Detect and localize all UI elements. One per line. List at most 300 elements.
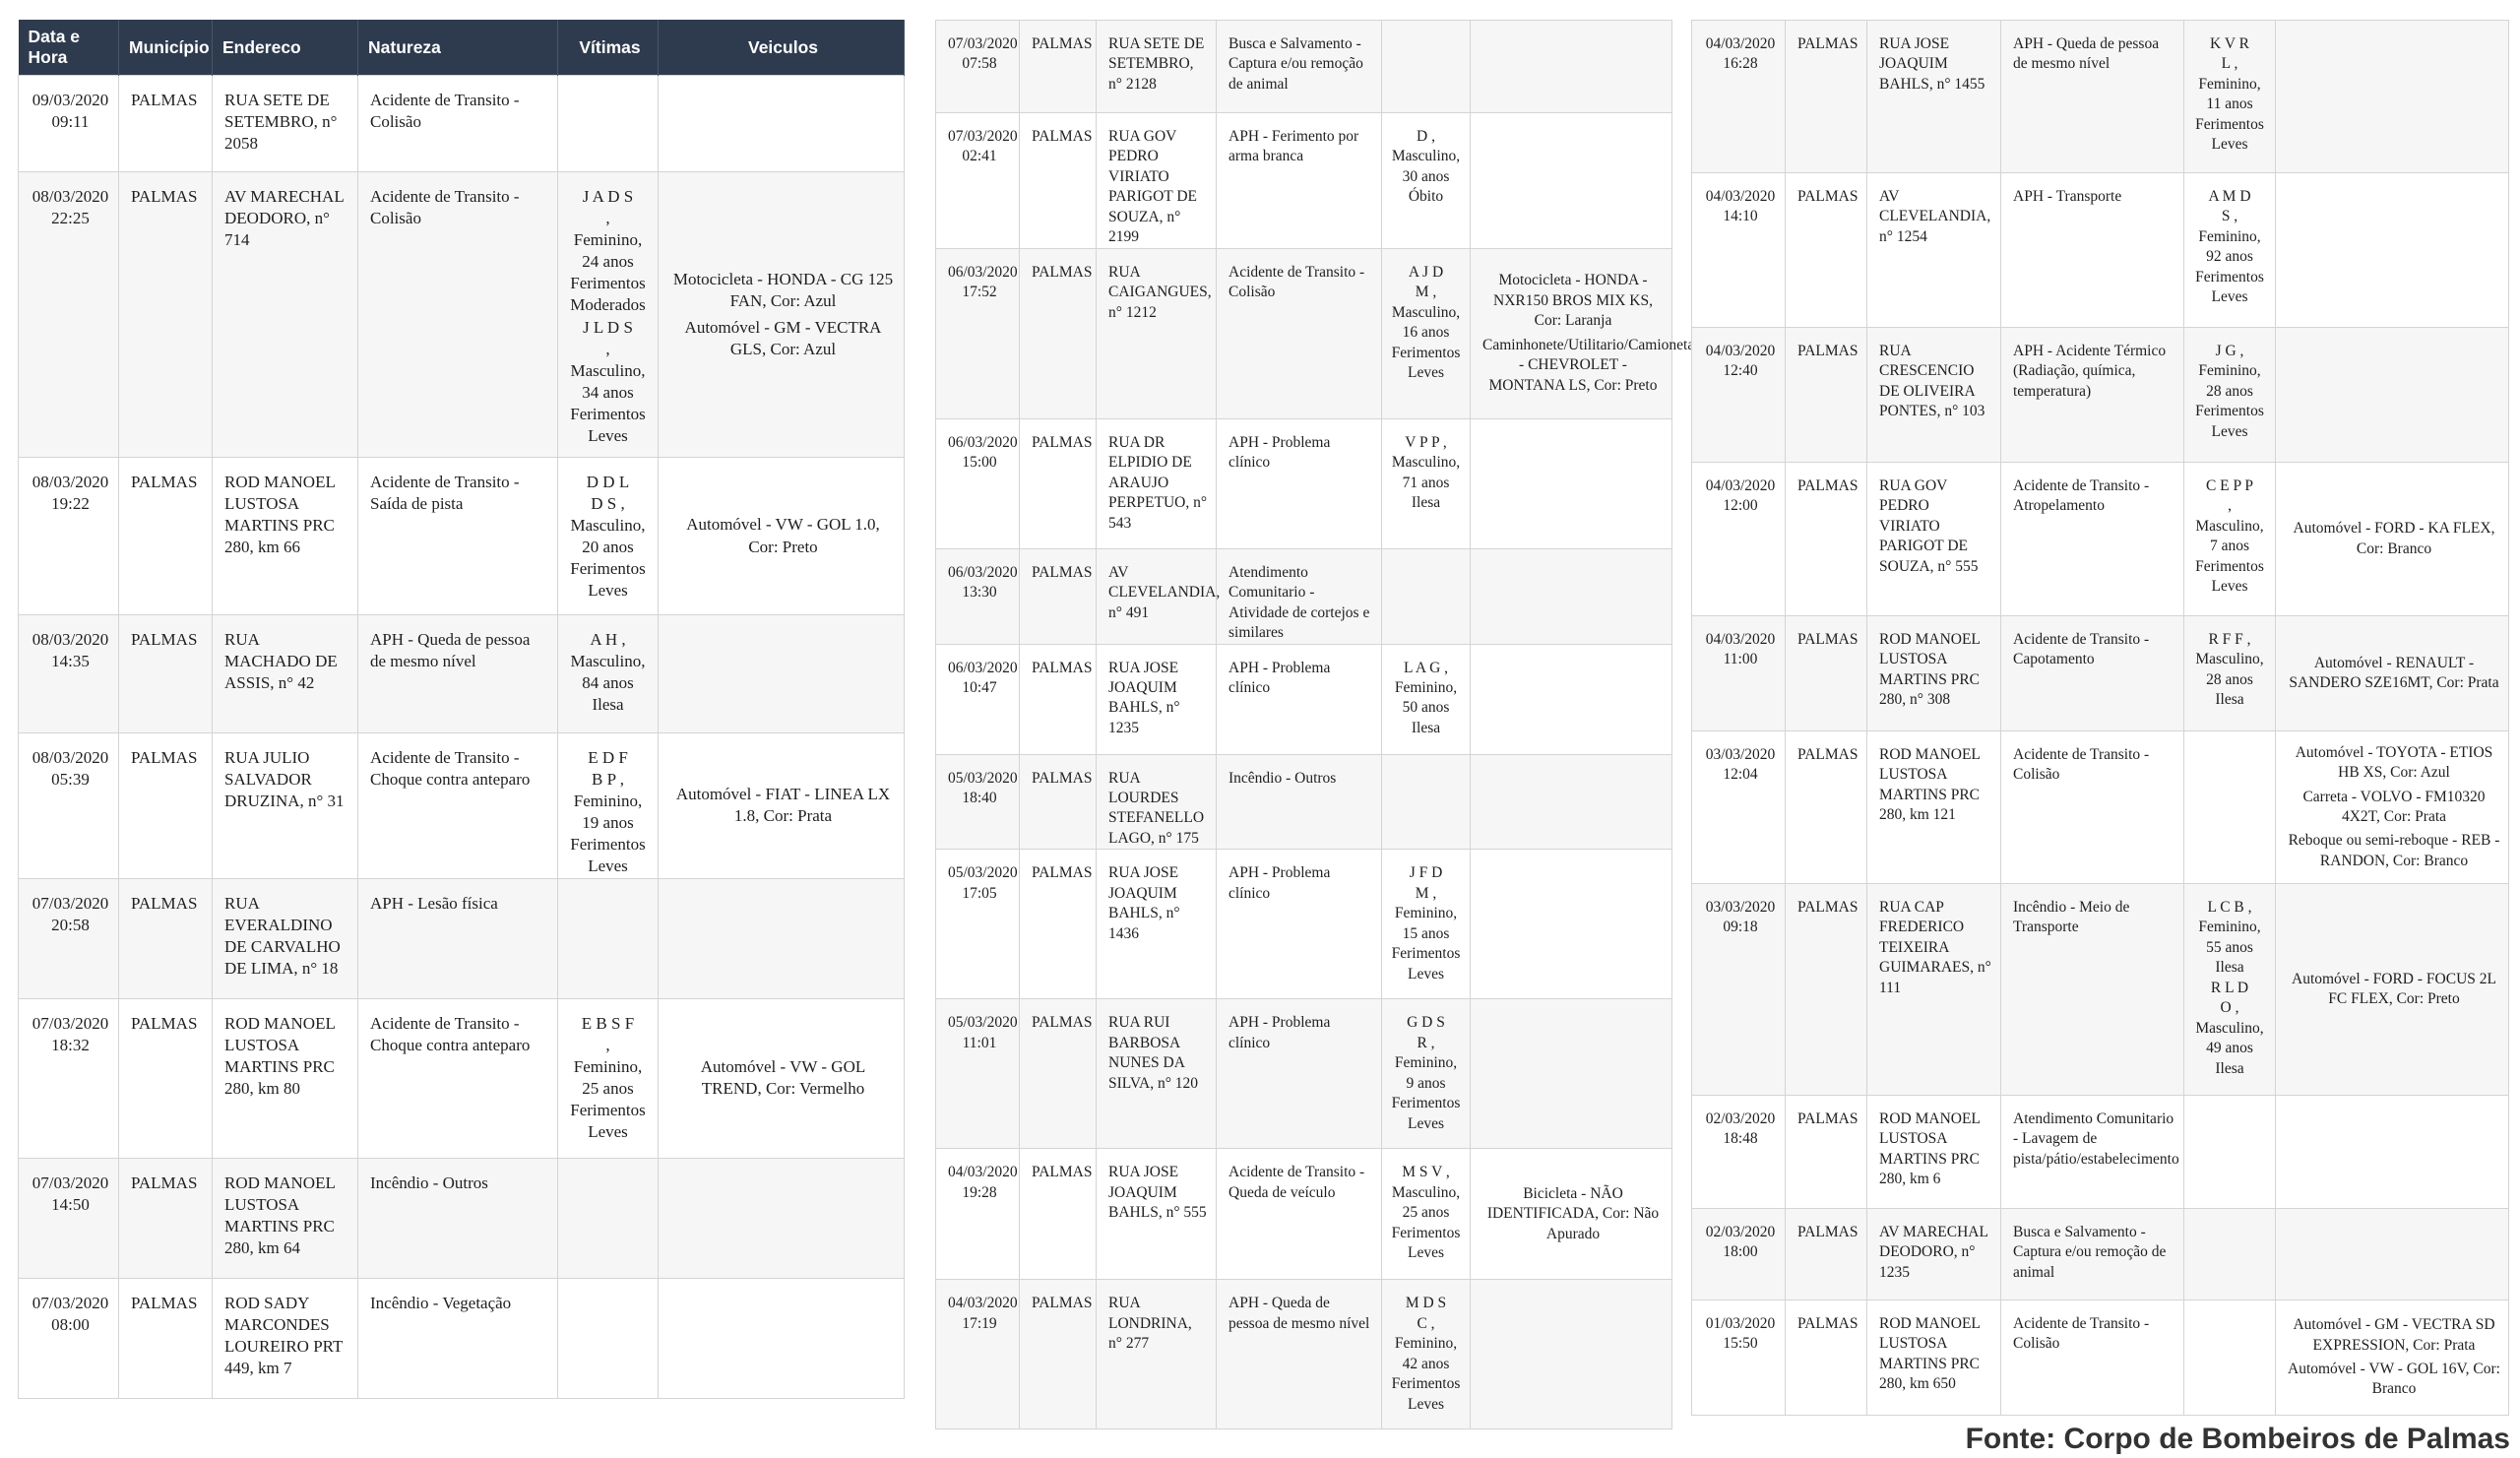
time-text: 15:50 xyxy=(1723,1335,1758,1353)
vehicles-cell xyxy=(1471,113,1672,249)
address-cell: RUA RUI BARBOSA NUNES DA SILVA, n° 120 xyxy=(1097,999,1217,1149)
city-cell: PALMAS xyxy=(119,1278,213,1398)
time-text: 02:41 xyxy=(962,148,997,165)
city-cell: PALMAS xyxy=(1786,616,1867,731)
vehicles-cell xyxy=(1471,548,1672,644)
table-row[interactable] xyxy=(1692,328,2509,463)
datetime-cell xyxy=(1692,173,1786,328)
datetime-cell xyxy=(1692,328,1786,463)
victims-cell: R F F , Masculino, 28 anos Ilesa xyxy=(2184,616,2276,731)
city-cell: PALMAS xyxy=(1020,850,1097,999)
datetime-cell xyxy=(19,76,119,172)
table-row[interactable] xyxy=(1692,1096,2509,1209)
victims-cell xyxy=(1382,548,1471,644)
victims-cell xyxy=(558,878,659,998)
date-text: 06/03/2020 xyxy=(948,263,1018,281)
city-cell: PALMAS xyxy=(1020,999,1097,1149)
datetime-cell xyxy=(936,113,1020,249)
vehicle-entry: Automóvel - GM - VECTRA SD EXPRESSION, Cor: Prata xyxy=(2293,1316,2495,1354)
datetime-cell xyxy=(936,548,1020,644)
city-cell: PALMAS xyxy=(1786,21,1867,173)
time-text: 22:25 xyxy=(51,209,90,228)
date-text: 07/03/2020 xyxy=(32,893,109,913)
datetime-cell xyxy=(1692,616,1786,731)
address-cell: RUA LOURDES STEFANELLO LAGO, n° 175 xyxy=(1097,754,1217,850)
address-cell: RUA JULIO SALVADOR DRUZINA, n° 31 xyxy=(213,733,358,879)
nature-cell: Incêndio - Meio de Transporte xyxy=(2001,884,2184,1096)
date-text: 05/03/2020 xyxy=(948,1014,1018,1032)
vehicles-cell xyxy=(1471,754,1672,850)
vehicles-cell xyxy=(659,998,905,1158)
address-cell: ROD MANOEL LUSTOSA MARTINS PRC 280, km 650 xyxy=(1867,1300,2001,1416)
date-text: 08/03/2020 xyxy=(32,187,109,206)
time-text: 17:05 xyxy=(962,884,997,902)
vehicles-cell xyxy=(659,1278,905,1398)
address-cell: RUA SETE DE SETEMBRO, n° 2058 xyxy=(213,76,358,172)
nature-cell: APH - Problema clínico xyxy=(1217,418,1382,548)
victims-cell: E D F B P , Feminino, 19 anos Ferimentos Leves xyxy=(558,733,659,879)
date-text: 04/03/2020 xyxy=(1705,188,1776,205)
records-table-1 xyxy=(18,20,904,1399)
nature-cell: APH - Transporte xyxy=(2001,173,2184,328)
table-row[interactable] xyxy=(936,548,1672,644)
datetime-cell xyxy=(19,998,119,1158)
address-cell: RUA JOSE JOAQUIM BAHLS, n° 1235 xyxy=(1097,644,1217,754)
address-cell: RUA GOV PEDRO VIRIATO PARIGOT DE SOUZA, n° 2199 xyxy=(1097,113,1217,249)
table-row[interactable] xyxy=(936,1149,1672,1280)
city-cell: PALMAS xyxy=(1020,754,1097,850)
table-row[interactable] xyxy=(936,418,1672,548)
table-body xyxy=(19,76,905,1399)
vehicles-cell xyxy=(2276,616,2509,731)
address-cell: ROD MANOEL LUSTOSA MARTINS PRC 280, km 6 xyxy=(1867,1096,2001,1209)
city-cell: PALMAS xyxy=(119,1158,213,1278)
nature-cell: APH - Lesão física xyxy=(358,878,558,998)
address-cell: AV CLEVELANDIA, n° 491 xyxy=(1097,548,1217,644)
time-text: 15:00 xyxy=(962,454,997,472)
vehicles-cell xyxy=(2276,328,2509,463)
city-cell: PALMAS xyxy=(1786,1096,1867,1209)
vehicles-cell xyxy=(1471,644,1672,754)
date-text: 02/03/2020 xyxy=(1705,1110,1776,1127)
address-cell: AV CLEVELANDIA, n° 1254 xyxy=(1867,173,2001,328)
table-row[interactable] xyxy=(19,878,905,998)
nature-cell: Incêndio - Vegetação xyxy=(358,1278,558,1398)
address-cell: AV MARECHAL DEODORO, n° 714 xyxy=(213,172,358,458)
datetime-cell xyxy=(1692,731,1786,884)
nature-cell: Acidente de Transito - Colisão xyxy=(1217,248,1382,418)
date-text: 04/03/2020 xyxy=(1705,35,1776,52)
address-cell: RUA CAIGANGUES, n° 1212 xyxy=(1097,248,1217,418)
victims-cell xyxy=(558,76,659,172)
nature-cell: Incêndio - Outros xyxy=(358,1158,558,1278)
date-text: 01/03/2020 xyxy=(1705,1315,1776,1332)
nature-cell: Acidente de Transito - Atropelamento xyxy=(2001,463,2184,616)
time-text: 10:47 xyxy=(962,678,997,696)
nature-cell: APH - Ferimento por arma branca xyxy=(1217,113,1382,249)
time-text: 12:00 xyxy=(1723,497,1758,515)
time-text: 17:52 xyxy=(962,284,997,301)
table-row[interactable] xyxy=(936,644,1672,754)
vehicle-entry: Automóvel - FORD - FOCUS 2L FC FLEX, Cor: Preto xyxy=(2292,970,2496,1007)
time-text: 07:58 xyxy=(962,55,997,73)
vehicle-entry: Caminhonete/Utilitario/Camioneta - CHEVROLET - MONTANA LS, Cor: Preto xyxy=(1482,336,1695,394)
victims-cell: M D S C , Feminino, 42 anos Ferimentos Leves xyxy=(1382,1280,1471,1429)
nature-cell: Atendimento Comunitario - Lavagem de pista/pátio/estabelecimento xyxy=(2001,1096,2184,1209)
date-text: 06/03/2020 xyxy=(948,433,1018,451)
time-text: 18:48 xyxy=(1723,1130,1758,1148)
victims-cell xyxy=(558,1158,659,1278)
nature-cell: Acidente de Transito - Saída de pista xyxy=(358,458,558,615)
city-cell: PALMAS xyxy=(1786,884,1867,1096)
nature-cell: APH - Acidente Térmico (Radiação, química, temperatura) xyxy=(2001,328,2184,463)
city-cell: PALMAS xyxy=(1020,548,1097,644)
date-text: 08/03/2020 xyxy=(32,630,109,649)
vehicle-entry: Automóvel - VW - GOL 1.0, Cor: Preto xyxy=(686,515,880,556)
date-text: 07/03/2020 xyxy=(948,128,1018,145)
header-city[interactable]: Município xyxy=(119,20,213,76)
header-nature[interactable]: Natureza xyxy=(358,20,558,76)
address-cell: RUA GOV PEDRO VIRIATO PARIGOT DE SOUZA, n° 555 xyxy=(1867,463,2001,616)
victims-cell xyxy=(558,1278,659,1398)
city-cell: PALMAS xyxy=(119,878,213,998)
vehicle-entry: Automóvel - VW - GOL TREND, Cor: Vermelho xyxy=(700,1056,866,1099)
date-text: 07/03/2020 xyxy=(32,1173,109,1192)
table-row[interactable] xyxy=(936,850,1672,999)
header-date[interactable]: Data e Hora xyxy=(19,20,119,76)
table-row[interactable] xyxy=(1692,1209,2509,1300)
time-text: 17:19 xyxy=(962,1314,997,1332)
time-text: 14:10 xyxy=(1723,208,1758,225)
datetime-cell xyxy=(936,21,1020,113)
victims-cell: D , Masculino, 30 anos Óbito xyxy=(1382,113,1471,249)
vehicles-cell xyxy=(1471,248,1695,418)
datetime-cell xyxy=(19,1158,119,1278)
vehicles-cell xyxy=(2276,1096,2509,1209)
victims-cell: A M D S , Feminino, 92 anos Ferimentos Leves xyxy=(2184,173,2276,328)
table-row[interactable] xyxy=(19,998,905,1158)
date-text: 04/03/2020 xyxy=(948,1164,1018,1181)
records-table-2 xyxy=(935,20,1695,1429)
city-cell: PALMAS xyxy=(1020,418,1097,548)
datetime-cell xyxy=(1692,1300,1786,1416)
time-text: 09:11 xyxy=(51,112,90,132)
table-row[interactable] xyxy=(1692,731,2509,884)
city-cell: PALMAS xyxy=(119,615,213,733)
vehicles-cell xyxy=(659,172,905,458)
nature-cell: Busca e Salvamento - Captura e/ou remoção de animal xyxy=(2001,1209,2184,1300)
city-cell: PALMAS xyxy=(1786,463,1867,616)
nature-cell: Acidente de Transito - Colisão xyxy=(358,76,558,172)
table-row[interactable] xyxy=(19,172,905,458)
datetime-cell xyxy=(1692,1096,1786,1209)
date-text: 05/03/2020 xyxy=(948,769,1018,787)
vehicles-cell xyxy=(2276,1209,2509,1300)
vehicles-cell xyxy=(2276,21,2509,173)
time-text: 18:40 xyxy=(962,789,997,806)
vehicle-entry: Automóvel - GM - VECTRA GLS, Cor: Azul xyxy=(684,317,882,358)
datetime-cell xyxy=(1692,1209,1786,1300)
datetime-cell xyxy=(1692,463,1786,616)
vehicles-cell xyxy=(1471,1280,1672,1429)
victims-cell: A H , Masculino, 84 anos Ilesa xyxy=(558,615,659,733)
date-text: 09/03/2020 xyxy=(32,91,109,109)
address-cell: RUA JOSE JOAQUIM BAHLS, n° 1436 xyxy=(1097,850,1217,999)
date-text: 07/03/2020 xyxy=(32,1293,109,1312)
nature-cell: APH - Problema clínico xyxy=(1217,644,1382,754)
city-cell: PALMAS xyxy=(1020,1149,1097,1280)
victims-cell xyxy=(2184,1209,2276,1300)
vehicle-entry: Automóvel - RENAULT - SANDERO SZE16MT, Cor: Prata xyxy=(2289,654,2499,691)
address-cell: RUA SETE DE SETEMBRO, n° 2128 xyxy=(1097,21,1217,113)
address-cell: ROD MANOEL LUSTOSA MARTINS PRC 280, km 80 xyxy=(213,998,358,1158)
time-text: 14:35 xyxy=(51,652,90,671)
datetime-cell xyxy=(19,733,119,879)
address-cell: RUA EVERALDINO DE CARVALHO DE LIMA, n° 18 xyxy=(213,878,358,998)
table-row[interactable] xyxy=(1692,463,2509,616)
vehicles-cell xyxy=(659,458,905,615)
date-text: 03/03/2020 xyxy=(1705,746,1776,763)
city-cell: PALMAS xyxy=(1020,644,1097,754)
address-cell: ROD MANOEL LUSTOSA MARTINS PRC 280, km 121 xyxy=(1867,731,2001,884)
city-cell: PALMAS xyxy=(1786,173,1867,328)
date-text: 07/03/2020 xyxy=(32,1013,109,1033)
address-cell: RUA DR ELPIDIO DE ARAUJO PERPETUO, n° 543 xyxy=(1097,418,1217,548)
victims-cell: K V R L , Feminino, 11 anos Ferimentos Leves xyxy=(2184,21,2276,173)
nature-cell: Acidente de Transito - Choque contra anteparo xyxy=(358,733,558,879)
vehicles-cell xyxy=(1471,1149,1672,1280)
datetime-cell xyxy=(936,418,1020,548)
datetime-cell xyxy=(19,878,119,998)
victims-cell: J A D S , Feminino, 24 anos Ferimentos Moderados J L D S , Masculino, 34 anos Ferimentos Leves xyxy=(558,172,659,458)
vehicles-cell xyxy=(1471,418,1672,548)
time-text: 05:39 xyxy=(51,770,90,790)
date-text: 07/03/2020 xyxy=(948,35,1018,52)
address-cell: RUA JOSE JOAQUIM BAHLS, n° 555 xyxy=(1097,1149,1217,1280)
vehicles-cell xyxy=(2276,173,2509,328)
date-text: 02/03/2020 xyxy=(1705,1224,1776,1240)
table-row[interactable] xyxy=(1692,1300,2509,1416)
time-text: 09:18 xyxy=(1723,919,1758,936)
address-cell: RUA MACHADO DE ASSIS, n° 42 xyxy=(213,615,358,733)
nature-cell: Incêndio - Outros xyxy=(1217,754,1382,850)
table-row[interactable] xyxy=(1692,21,2509,173)
table-row[interactable] xyxy=(19,615,905,733)
victims-cell: G D S R , Feminino, 9 anos Ferimentos Leves xyxy=(1382,999,1471,1149)
vehicles-cell xyxy=(1471,999,1672,1149)
nature-cell: APH - Queda de pessoa de mesmo nível xyxy=(2001,21,2184,173)
vehicles-cell xyxy=(659,733,905,879)
victims-cell xyxy=(1382,754,1471,850)
vehicles-cell xyxy=(659,615,905,733)
datetime-cell xyxy=(936,1280,1020,1429)
time-text: 20:58 xyxy=(51,915,90,934)
nature-cell: APH - Queda de pessoa de mesmo nível xyxy=(1217,1280,1382,1429)
records-table-3 xyxy=(1691,20,2508,1416)
time-text: 18:32 xyxy=(51,1035,90,1054)
table-row[interactable] xyxy=(936,1280,1672,1429)
datetime-cell xyxy=(19,172,119,458)
victims-cell: J G , Feminino, 28 anos Ferimentos Leves xyxy=(2184,328,2276,463)
time-text: 18:00 xyxy=(1723,1243,1758,1261)
city-cell: PALMAS xyxy=(119,172,213,458)
victims-cell: C E P P , Masculino, 7 anos Ferimentos Leves xyxy=(2184,463,2276,616)
vehicles-cell xyxy=(2276,884,2509,1096)
table-row[interactable] xyxy=(19,458,905,615)
victims-cell: M S V , Masculino, 25 anos Ferimentos Leves xyxy=(1382,1149,1471,1280)
victims-cell xyxy=(1382,21,1471,113)
date-text: 04/03/2020 xyxy=(1705,631,1776,648)
date-text: 04/03/2020 xyxy=(1705,343,1776,359)
victims-cell: E B S F , Feminino, 25 anos Ferimentos Leves xyxy=(558,998,659,1158)
victims-cell: L A G , Feminino, 50 anos Ilesa xyxy=(1382,644,1471,754)
address-cell: ROD MANOEL LUSTOSA MARTINS PRC 280, km 64 xyxy=(213,1158,358,1278)
table-row[interactable] xyxy=(1692,616,2509,731)
vehicle-entry: Bicicleta - NÃO IDENTIFICADA, Cor: Não Apurado xyxy=(1486,1184,1660,1242)
datetime-cell xyxy=(19,458,119,615)
source-caption: Fonte: Corpo de Bombeiros de Palmas xyxy=(1965,1423,2510,1455)
datetime-cell xyxy=(936,999,1020,1149)
vehicle-entry: Automóvel - FIAT - LINEA LX 1.8, Cor: Prata xyxy=(675,785,891,826)
time-text: 13:30 xyxy=(962,584,997,602)
city-cell: PALMAS xyxy=(1786,1209,1867,1300)
time-text: 12:04 xyxy=(1723,766,1758,784)
address-cell: ROD MANOEL LUSTOSA MARTINS PRC 280, km 66 xyxy=(213,458,358,615)
time-text: 19:28 xyxy=(962,1183,997,1201)
header-address[interactable]: Endereco xyxy=(213,20,358,76)
date-text: 08/03/2020 xyxy=(32,748,109,767)
table-row[interactable] xyxy=(936,113,1672,249)
vehicles-cell xyxy=(2276,731,2509,884)
datetime-cell xyxy=(936,754,1020,850)
time-text: 16:28 xyxy=(1723,55,1758,73)
date-text: 05/03/2020 xyxy=(948,864,1018,882)
city-cell: PALMAS xyxy=(119,998,213,1158)
address-cell: AV MARECHAL DEODORO, n° 1235 xyxy=(1867,1209,2001,1300)
victims-cell xyxy=(2184,1300,2276,1416)
date-text: 04/03/2020 xyxy=(948,1295,1018,1312)
nature-cell: Acidente de Transito - Colisão xyxy=(358,172,558,458)
datetime-cell xyxy=(1692,21,1786,173)
victims-cell: J F D M , Feminino, 15 anos Ferimentos Leves xyxy=(1382,850,1471,999)
victims-cell xyxy=(2184,1096,2276,1209)
vehicle-entry: Carreta - VOLVO - FM10320 4X2T, Cor: Prata xyxy=(2302,788,2486,825)
vehicles-cell xyxy=(659,76,905,172)
datetime-cell xyxy=(936,850,1020,999)
vehicle-entry: Reboque ou semi-reboque - REB - RANDON, Cor: Branco xyxy=(2288,832,2500,869)
date-text: 06/03/2020 xyxy=(948,659,1018,676)
city-cell: PALMAS xyxy=(1786,328,1867,463)
time-text: 11:00 xyxy=(1723,651,1758,668)
victims-cell: V P P , Masculino, 71 anos Ilesa xyxy=(1382,418,1471,548)
nature-cell: APH - Queda de pessoa de mesmo nível xyxy=(358,615,558,733)
vehicles-cell xyxy=(2276,1300,2509,1416)
table-row[interactable] xyxy=(936,999,1672,1149)
table-body xyxy=(936,21,1695,1429)
datetime-cell xyxy=(936,644,1020,754)
nature-cell: Acidente de Transito - Colisão xyxy=(2001,1300,2184,1416)
nature-cell: Acidente de Transito - Choque contra anteparo xyxy=(358,998,558,1158)
city-cell: PALMAS xyxy=(1020,248,1097,418)
date-text: 04/03/2020 xyxy=(1705,477,1776,494)
vehicle-entry: Automóvel - TOYOTA - ETIOS HB XS, Cor: Azul xyxy=(2295,743,2493,782)
city-cell: PALMAS xyxy=(1786,731,1867,884)
datetime-cell xyxy=(936,1149,1020,1280)
vehicle-entry: Automóvel - VW - GOL 16V, Cor: Branco xyxy=(2288,1361,2500,1398)
date-text: 06/03/2020 xyxy=(948,563,1018,581)
table-row[interactable] xyxy=(19,76,905,172)
vehicles-cell xyxy=(1471,21,1672,113)
table-row[interactable] xyxy=(936,754,1672,850)
nature-cell: APH - Problema clínico xyxy=(1217,850,1382,999)
address-cell: RUA JOSE JOAQUIM BAHLS, n° 1455 xyxy=(1867,21,2001,173)
header-victims[interactable]: Vítimas xyxy=(558,20,659,76)
table-row[interactable] xyxy=(1692,173,2509,328)
table-row[interactable] xyxy=(19,1278,905,1398)
nature-cell: Atendimento Comunitario - Atividade de cortejos e similares xyxy=(1217,548,1382,644)
city-cell: PALMAS xyxy=(119,458,213,615)
vehicle-entry: Motocicleta - HONDA - CG 125 FAN, Cor: Azul xyxy=(672,270,894,311)
table-row[interactable] xyxy=(936,21,1672,113)
city-cell: PALMAS xyxy=(1020,1280,1097,1429)
time-text: 14:50 xyxy=(51,1194,90,1214)
victims-cell: L C B , Feminino, 55 anos Ilesa R L D O , Masculino, 49 anos Ilesa xyxy=(2184,884,2276,1096)
datetime-cell xyxy=(19,1278,119,1398)
vehicles-cell xyxy=(659,1158,905,1278)
time-text: 11:01 xyxy=(962,1034,997,1051)
victims-cell: D D L D S , Masculino, 20 anos Ferimentos Leves xyxy=(558,458,659,615)
nature-cell: Acidente de Transito - Colisão xyxy=(2001,731,2184,884)
address-cell: RUA CRESCENCIO DE OLIVEIRA PONTES, n° 103 xyxy=(1867,328,2001,463)
nature-cell: APH - Problema clínico xyxy=(1217,999,1382,1149)
vehicles-cell xyxy=(2276,463,2509,616)
table-row[interactable] xyxy=(19,733,905,879)
datetime-cell xyxy=(19,615,119,733)
city-cell: PALMAS xyxy=(1786,1300,1867,1416)
table-body xyxy=(1692,21,2509,1416)
nature-cell: Busca e Salvamento - Captura e/ou remoção de animal xyxy=(1217,21,1382,113)
vehicle-entry: Motocicleta - HONDA - NXR150 BROS MIX KS, Cor: Laranja xyxy=(1493,272,1653,330)
time-text: 08:00 xyxy=(51,1314,90,1334)
nature-cell: Acidente de Transito - Queda de veículo xyxy=(1217,1149,1382,1280)
address-cell: ROD MANOEL LUSTOSA MARTINS PRC 280, n° 308 xyxy=(1867,616,2001,731)
city-cell: PALMAS xyxy=(1020,113,1097,249)
table-header-row xyxy=(19,20,905,76)
date-text: 08/03/2020 xyxy=(32,473,109,491)
vehicle-entry: Automóvel - FORD - KA FLEX, Cor: Branco xyxy=(2293,520,2495,557)
date-text: 03/03/2020 xyxy=(1705,899,1776,916)
address-cell: ROD SADY MARCONDES LOUREIRO PRT 449, km 7 xyxy=(213,1278,358,1398)
table-row[interactable] xyxy=(936,248,1672,418)
vehicles-cell xyxy=(659,878,905,998)
city-cell: PALMAS xyxy=(119,733,213,879)
nature-cell: Acidente de Transito - Capotamento xyxy=(2001,616,2184,731)
time-text: 12:40 xyxy=(1723,362,1758,380)
victims-cell xyxy=(2184,731,2276,884)
table-row[interactable] xyxy=(1692,884,2509,1096)
address-cell: RUA CAP FREDERICO TEIXEIRA GUIMARAES, n° 111 xyxy=(1867,884,2001,1096)
header-vehicles[interactable]: Veiculos xyxy=(659,20,905,76)
datetime-cell xyxy=(936,248,1020,418)
time-text: 19:22 xyxy=(51,494,90,514)
victims-cell: A J D M , Masculino, 16 anos Ferimentos Leves xyxy=(1382,248,1471,418)
vehicles-cell xyxy=(1471,850,1672,999)
city-cell: PALMAS xyxy=(1020,21,1097,113)
table-row[interactable] xyxy=(19,1158,905,1278)
datetime-cell xyxy=(1692,884,1786,1096)
address-cell: RUA LONDRINA, n° 277 xyxy=(1097,1280,1217,1429)
city-cell: PALMAS xyxy=(119,76,213,172)
